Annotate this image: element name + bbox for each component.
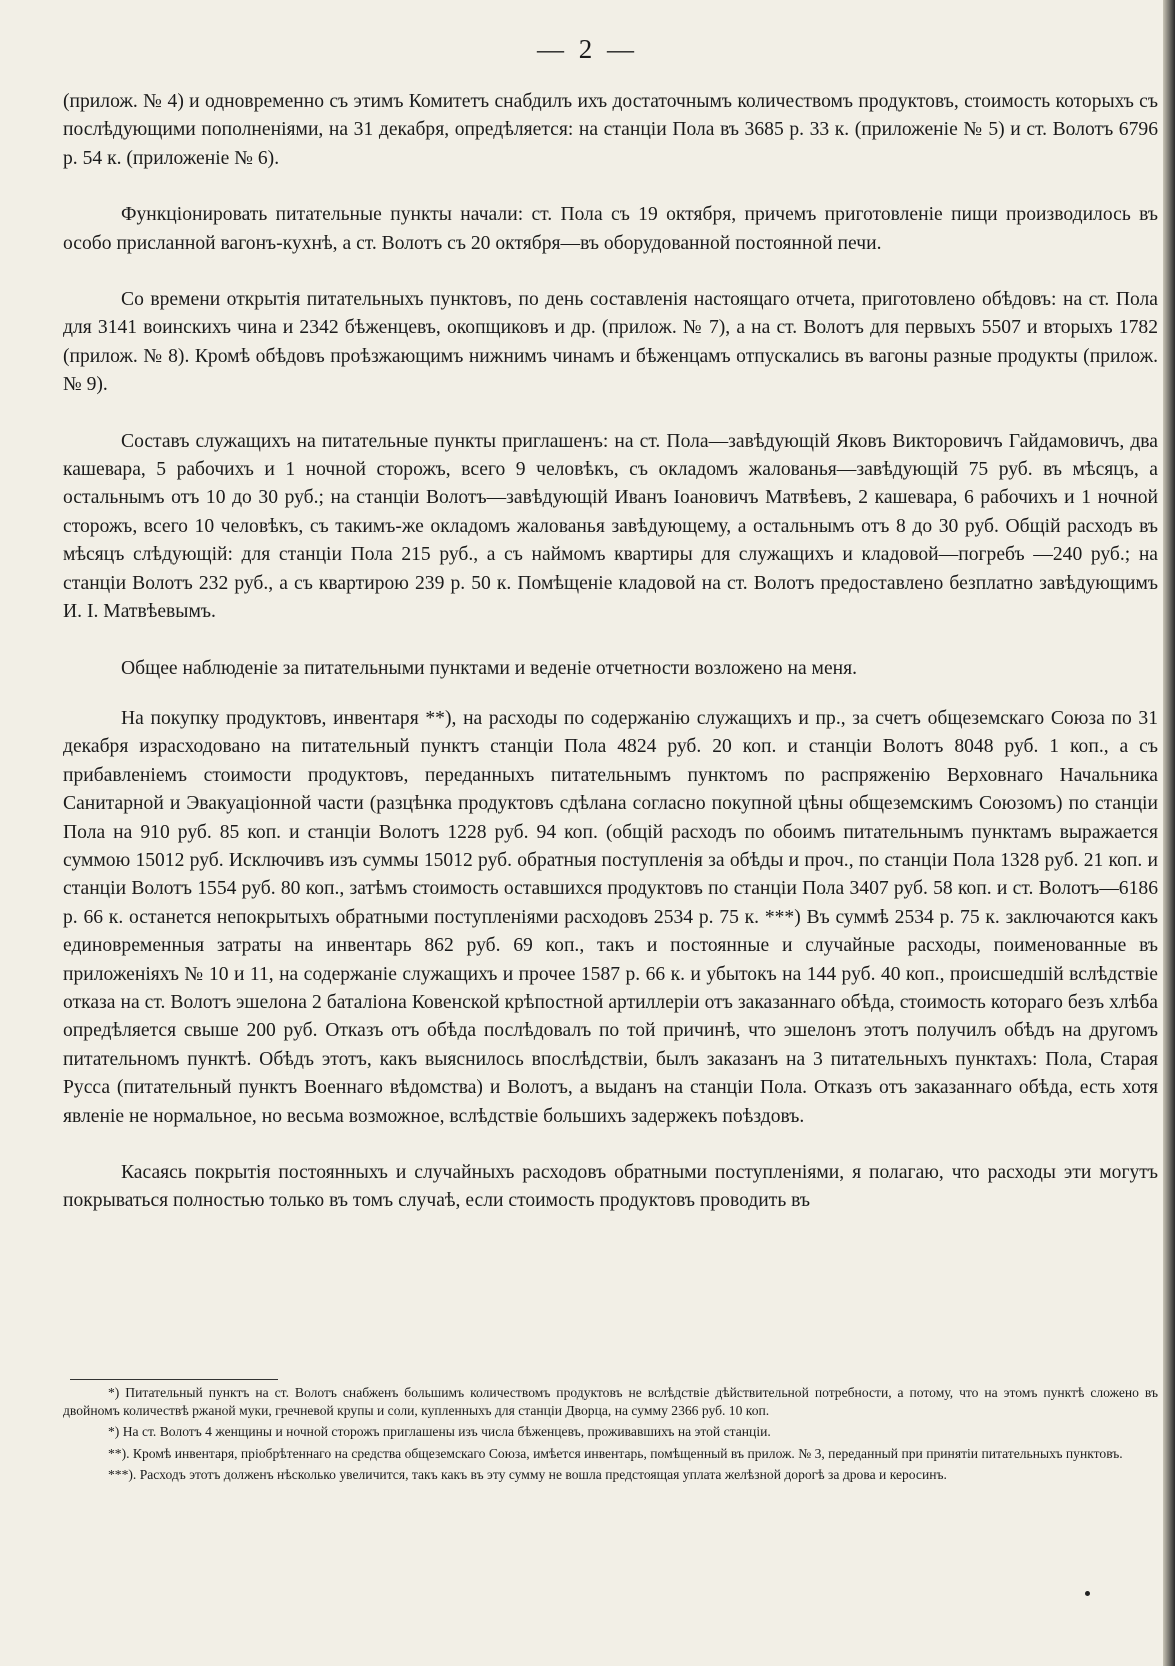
footnote-divider <box>70 1379 278 1380</box>
footnote-3: **). Кромѣ инвентаря, пріобрѣтеннаго на средства общеземскаго Союза, имѣется инвентарь, помѣщенный въ прилож. № 3, переданный при принятіи питательныхъ пунктовъ. <box>108 1445 1123 1461</box>
paragraph-7: Касаясь покрытія постоянныхъ и случайныхъ расходовъ обратными поступленіями, я полагаю, что расходы эти могутъ покрываться полностью только въ томъ случаѣ, если стоимость продуктовъ проводить въ <box>63 1162 1158 1212</box>
paragraph-5: Общее наблюденіе за питательными пунктами и веденіе отчетности возложено на меня. <box>121 657 858 679</box>
paragraph-1: (прилож. № 4) и одновременно съ этимъ Комитетъ снабдилъ ихъ достаточнымъ количествомъ продуктовъ, стоимость которыхъ съ послѣдующими пополненіями, на 31 декабря, опредѣляется: на станціи Пола въ 3685 р. 33 к. (приложеніе № 5) и ст. Волотъ 6796 р. 54 к. (приложеніе № 6). <box>63 91 1158 169</box>
main-text <box>63 88 1158 1244</box>
paragraph-2: Функціонировать питательные пункты начали: ст. Пола съ 19 октября, причемъ приготовленіе пищи производилось въ особо присланной вагонъ-кухнѣ, а ст. Волотъ съ 20 октября—въ оборудованной постоянной печи. <box>63 204 1158 254</box>
footnote-1: *) Питательный пунктъ на ст. Волотъ снабженъ большимъ количествомъ продуктовъ не вслѣдствіе дѣйствительной потребности, а потому, что на этомъ пунктѣ сложено въ двойномъ количествѣ ржаной муки, гречневой крупы и соли, купленныхъ для станціи Дворца, на сумму 2366 руб. 10 коп. <box>63 1385 1158 1418</box>
footnotes <box>63 1384 1158 1488</box>
page-edge-shadow <box>1163 0 1175 1666</box>
page-number: — 2 — <box>537 34 638 64</box>
paragraph-6: На покупку продуктовъ, инвентаря **), на расходы по содержанію служащихъ и пр., за счетъ общеземскаго Союза по 31 декабря израсходовано на питательный пунктъ станціи Пола 4824 руб. 20 коп. и станціи Волотъ 8048 руб. 1 коп., а съ прибавленіемъ стоимости продуктовъ, переданныхъ питательнымъ пунктомъ по распряженію Верховнаго Начальника Санитарной и Эвакуаціонной части (разцѣнка продуктовъ сдѣлана согласно покупной цѣны общеземскимъ Союзомъ) по станціи Пола на 910 руб. 85 коп. и станціи Волотъ 1228 руб. 94 коп. (общій расходъ по обоимъ питательнымъ пунктамъ выражается суммою 15012 руб. Исключивъ изъ суммы 15012 руб. обратныя поступленія за обѣды и проч., по станціи Пола 1328 руб. 21 коп. и станціи Волотъ 1554 руб. 80 коп., затѣмъ стоимость оставшихся продуктовъ по станціи Пола 3407 руб. 58 коп. и ст. Волотъ—6186 р. 66 к. останется непокрытыхъ обратными поступленіями расходовъ 2534 р. 75 к. ***) Въ суммѣ 2534 р. 75 к. заключаются какъ единовременныя затраты на инвентарь 862 руб. 69 коп., такъ и постоянные и случайные расходы, поименованные въ приложеніяхъ № 10 и 11, на содержаніе служащихъ и прочее 1587 р. 66 к. и убытокъ на 144 руб. 40 коп., происшедшій вслѣдствіе отказа на ст. Волотъ эшелона 2 баталіона Ковенской крѣпостной артиллеріи отъ заказаннаго обѣда, стоимость котораго безъ хлѣба опредѣляется свыше 200 руб. Отказъ отъ обѣда послѣдовалъ по той причинѣ, что эшелонъ этотъ получилъ обѣдъ на другомъ питательномъ пунктѣ. Обѣдъ этотъ, какъ выяснилось впослѣдствіи, былъ заказанъ на 3 питательныхъ пунктахъ: Пола, Старая Русса (питательный пунктъ Военнаго вѣдомства) и Волотъ, а выданъ на станціи Пола. Отказъ отъ заказаннаго обѣда, есть хотя явленіе не нормальное, но весьма возможное, вслѣдствіе большихъ задержекъ поѣздовъ. <box>63 707 1158 1127</box>
paragraph-3: Со времени открытія питательныхъ пунктовъ, по день составленія настоящаго отчета, приготовлено обѣдовъ: на ст. Пола для 3141 воинскихъ чина и 2342 бѣженцевъ, окопщиковъ и др. (прилож. № 7), а на ст. Волотъ для первыхъ 5507 и вторыхъ 1782 (прилож. № 8). Кромѣ обѣдовъ проѣзжающимъ нижнимъ чинамъ и бѣженцамъ отпускались въ вагоны разные продукты (прилож. № 9). <box>63 289 1158 396</box>
footnote-4: ***). Расходъ этотъ долженъ нѣсколько увеличится, такъ какъ въ эту сумму не вошла предстоящая уплата желѣзной дорогѣ за дрова и керосинъ. <box>108 1467 947 1483</box>
footnote-2: *) На ст. Волотъ 4 женщины и ночной сторожъ приглашены изъ числа бѣженцевъ, проживавшихъ на этой станціи. <box>108 1424 771 1440</box>
paragraph-4: Составъ служащихъ на питательные пункты приглашенъ: на ст. Пола—завѣдующій Яковъ Викторовичъ Гайдамовичъ, два кашевара, 5 рабочихъ и 1 ночной сторожъ, всего 9 человѣкъ, съ окладомъ жалованья—завѣдующій 75 руб. въ мѣсяцъ, а остальнымъ отъ 10 до 30 руб.; на станціи Волотъ—завѣдующій Иванъ Іоановичъ Матвѣевъ, 2 кашевара, 6 рабочихъ и 1 ночной сторожъ, всего 10 человѣкъ, съ такимъ-же окладомъ жалованья завѣдующему, а остальнымъ отъ 8 до 30 руб. Общій расходъ въ мѣсяцъ слѣдующій: для станціи Пола 215 руб., а съ наймомъ квартиры для служащихъ и кладовой—погребъ —240 руб.; на станціи Волотъ 232 руб., а съ квартирою 239 р. 50 к. Помѣщеніе кладовой на ст. Волотъ предоставлено безплатно завѣдующимъ И. І. Матвѣевымъ. <box>63 430 1158 623</box>
print-speck <box>1085 1591 1090 1596</box>
